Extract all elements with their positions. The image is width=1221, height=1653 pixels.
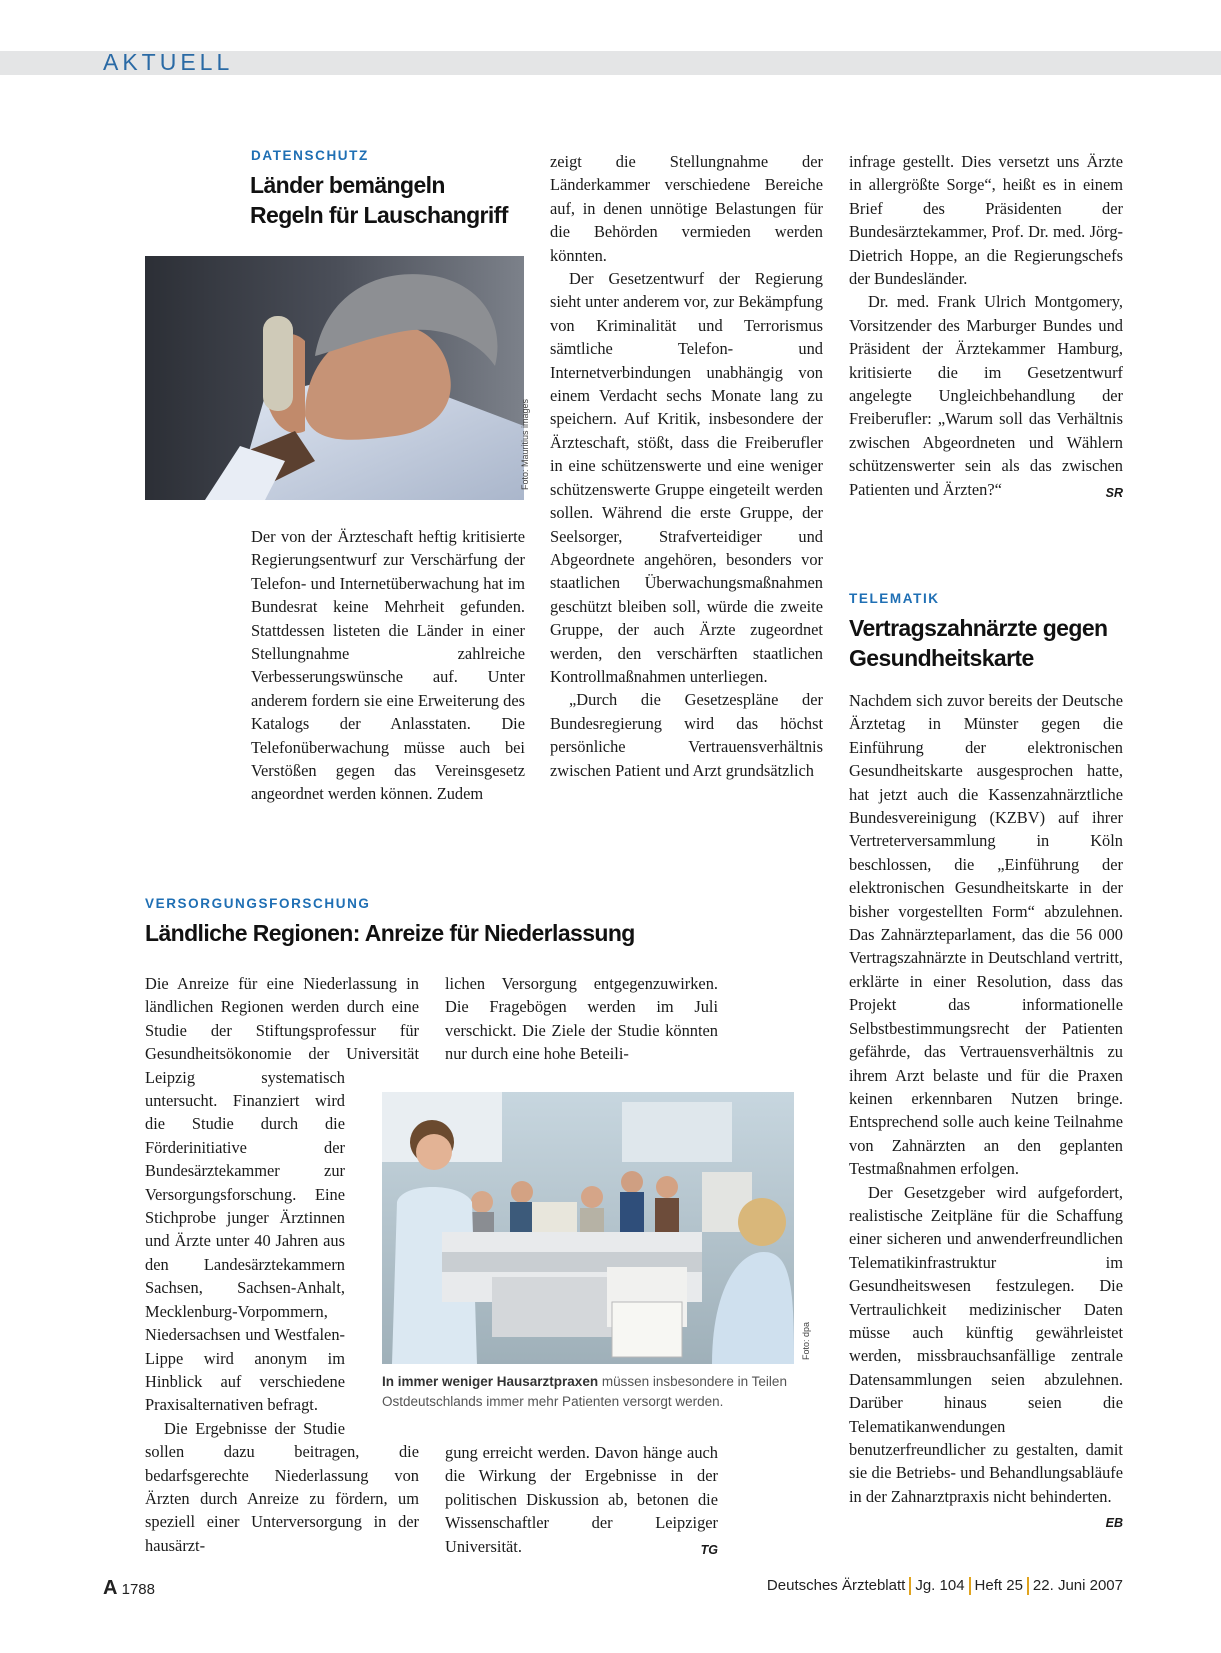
journal-name: Deutsches Ärzteblatt <box>766 1577 906 1594</box>
footer-separator <box>1027 1577 1029 1595</box>
article2-signature: TG <box>700 1542 718 1557</box>
article2-col1-para2: Die Ergebnisse der Studie sollen dazu beitragen, die bedarfsgerechte Niederlassung von Ärzten durch Anreize zu fördern, um speziell einer Unterversorgung in der hausärzt- <box>145 1418 419 1555</box>
article3-headline-line1: Vertragszahnärzte gegen <box>849 615 1108 641</box>
waiting-room-illustration <box>382 1092 794 1364</box>
photo2-caption <box>382 1372 802 1412</box>
article3-para2 <box>849 1181 1123 1531</box>
article1-column-3 <box>849 150 1123 505</box>
article2-column-2-top <box>445 972 718 1066</box>
page-letter: A <box>103 1577 118 1599</box>
article1-col2-para1: zeigt die Stellungnahme der Länderkammer verschiedene Bereiche auf, in denen unnötige Belastungen für die Behörden vermieden werden könnten. <box>550 152 823 265</box>
article1-col3-para2 <box>849 290 1123 501</box>
phone-call-photo <box>145 256 524 500</box>
journal-issue: Heft 25 <box>974 1577 1023 1594</box>
phone-call-illustration <box>145 256 524 500</box>
article1-column-1 <box>251 525 525 806</box>
article2-col2-top-text: lichen Versorgung entgegenzuwirken. Die Fragebögen werden im Juli verschickt. Die Ziele der Studie könnten nur durch eine hohe Beteili- <box>445 974 718 1064</box>
article1-column-2 <box>550 150 823 782</box>
article1-col2-para3: „Durch die Gesetzespläne der Bundesregierung wird das höchst persönliche Vertrauensverhältnis zwischen Patient und Arzt grundsätzlich <box>550 690 823 780</box>
journal-volume: Jg. 104 <box>915 1577 965 1594</box>
article2-headline: Ländliche Regionen: Anreize für Niederlassung <box>145 920 635 946</box>
footer-separator <box>969 1577 971 1595</box>
footer-separator <box>909 1577 911 1595</box>
article1-headline-line2: Regeln für Lauschangriff <box>250 202 508 228</box>
article3-para1: Nachdem sich zuvor bereits der Deutsche Ärztetag in Münster gegen die Einführung der elektronischen Gesundheitskarte ausgesprochen hatte, hat jetzt auch die Kassenzahnärztliche Bundesvereinigung (KZBV) auf ihrer Vertreterversammlung in Köln beschlossen, die „Einführung der elektronischen Gesundheitskarte in der bisher vorgestellten Form“ abzulehnen. Das Zahnärzteparlament, das die 56 000 Vertragszahnärzte in Deutschland vertritt, erklärte in einer Resolution, dass das Projekt das informationelle Selbstbestimmungsrecht der Patienten gefährde, das Vertrauensverhältnis zu ihrem Arzt belaste und für die Praxen keinen erkennbaren Nutzen bringe. Entsprechend solle auch keine Teilnahme von Zahnärzten an den geplanten Testmaßnahmen erfolgen. <box>849 691 1123 1179</box>
page-number <box>103 1577 155 1600</box>
photo2-credit: Foto: dpa <box>801 1321 811 1360</box>
article1-signature: SR <box>1105 485 1123 500</box>
article1-headline <box>250 170 508 230</box>
article2-col1-para1-text: Die Anreize für eine Niederlassung in ländlichen Regionen werden durch eine Studie der Stiftungsprofessur für Gesundheitsökonomie der Universität Leipzig systematisch untersucht. Finanziert wird die Studie durch die Förderinitiative der Bundesärztekammer zur Versorgungsforschung. Eine Stichprobe junger Ärztinnen und Ärzte unter 40 Jahren aus den Landesärztekammern Sachsen, Sachsen-Anhalt, Mecklenburg-Vorpommern, Niedersachsen und Westfalen-Lippe wird anonym im Hinblick auf verschiedene Praxisalternativen befragt. <box>145 974 419 1415</box>
page-number-value: 1788 <box>121 1581 155 1598</box>
article1-col1-text: Der von der Ärzteschaft heftig kritisierte Regierungsentwurf zur Verschärfung der Telefon- und Internetüberwachung hat im Bundesrat keine Mehrheit gefunden. Stattdessen listeten die Länder in einer Stellungnahme zahlreiche Verbesserungswünsche auf. Unter anderem fordern sie eine Erweiterung des Katalogs der Anlasstaten. Die Telefonüberwachung müsse auch bei Verstößen gegen das Vereinsgesetz angeordnet werden können. Zudem <box>251 527 525 804</box>
article3-para2-text: Der Gesetzgeber wird aufgefordert, realistische Zeitpläne für die Schaffung einer sicheren und anwenderfreundlichen Telematikinfrastruktur im Gesundheitswesen festzulegen. Die Vertraulichkeit medizinischer Daten müsse auch künftig gewährleistet werden, missbrauchsanfällige zentrale Datensammlungen seien abzulehnen. Darüber hinaus seien die Telematikanwendungen benutzerfreundlicher zu gestalten, damit sie die Betriebs- und Behandlungsabläufe in der Zahnarztpraxis nicht behinderten. <box>849 1182 1123 1506</box>
caption-text: müssen insbesondere in Teilen Ostdeutschlands immer mehr Patienten versorgt werden. <box>382 1374 787 1409</box>
journal-date: 22. Juni 2007 <box>1032 1577 1123 1594</box>
photo1-credit: Foto: Mauritius images <box>520 398 530 490</box>
article1-col3-para1: infrage gestellt. Dies versetzt uns Ärzte in allergrößte Sorge“, heißt es in einem Brief des Präsidenten der Bundesärztekammer, Prof. Dr. med. Jörg-Dietrich Hoppe, an die Regierungschefs der Bundesländer. <box>849 152 1123 289</box>
footer-journal-info <box>767 1577 1123 1595</box>
waiting-room-photo <box>382 1092 794 1364</box>
article2-kicker: VERSORGUNGSFORSCHUNG <box>145 896 371 911</box>
article2-col2-bottom <box>445 1441 718 1558</box>
article3-kicker: TELEMATIK <box>849 591 940 606</box>
article3-headline <box>849 613 1107 673</box>
article3-signature: EB <box>1105 1516 1123 1531</box>
article2-column-2-bottom <box>445 1441 718 1562</box>
article2-col1-para1 <box>145 972 419 1417</box>
article1-col3-para2-text: Dr. med. Frank Ulrich Montgomery, Vorsitzender des Marburger Bundes und Präsident der Ärztekammer Hamburg, kritisierte die im Gesetzentwurf angelegte Ungleichbehandlung der Freiberufler: „Warum soll das Verhältnis zwischen Abgeordneten und Wählern schützenswerter sein als das zwischen Patienten und Ärzten?“ <box>849 292 1123 499</box>
caption-lead: In immer weniger Hausarztpraxen <box>382 1374 599 1389</box>
article2-column-1 <box>145 972 419 1557</box>
article3-column <box>849 689 1123 1536</box>
article2-col2-bottom-text: gung erreicht werden. Davon hänge auch die Wirkung der Ergebnisse in der politischen Diskussion ab, betonen die Wissenschaftler der Leipziger Universität. <box>445 1443 718 1556</box>
article1-kicker: DATENSCHUTZ <box>251 148 369 163</box>
article1-headline-line1: Länder bemängeln <box>250 172 445 198</box>
section-label: AKTUELL <box>103 49 234 75</box>
article1-col2-para2: Der Gesetzentwurf der Regierung sieht unter anderem vor, zur Bekämpfung von Kriminalität und Terrorismus sämtliche Telefon- und Internetverbindungen unabhängig von einem Verdacht sechs Monate lang zu speichern. Auf Kritik, insbesondere der Ärzteschaft, stößt, dass die Freiberufler in eine schützenswerte und eine weniger schützenswerte Gruppe eingeteilt werden sollen. Während die erste Gruppe, der Seelsorger, Strafverteidiger und Abgeordnete angehören, besonders vor staatlichen Überwachungsmaßnahmen geschützt bleiben soll, würde die zweite Gruppe, der auch Ärzte zugeordnet werden, den verschärften staatlichen Kontrollmaßnahmen unterliegen. <box>550 269 823 686</box>
article3-headline-line2: Gesundheitskarte <box>849 645 1034 671</box>
